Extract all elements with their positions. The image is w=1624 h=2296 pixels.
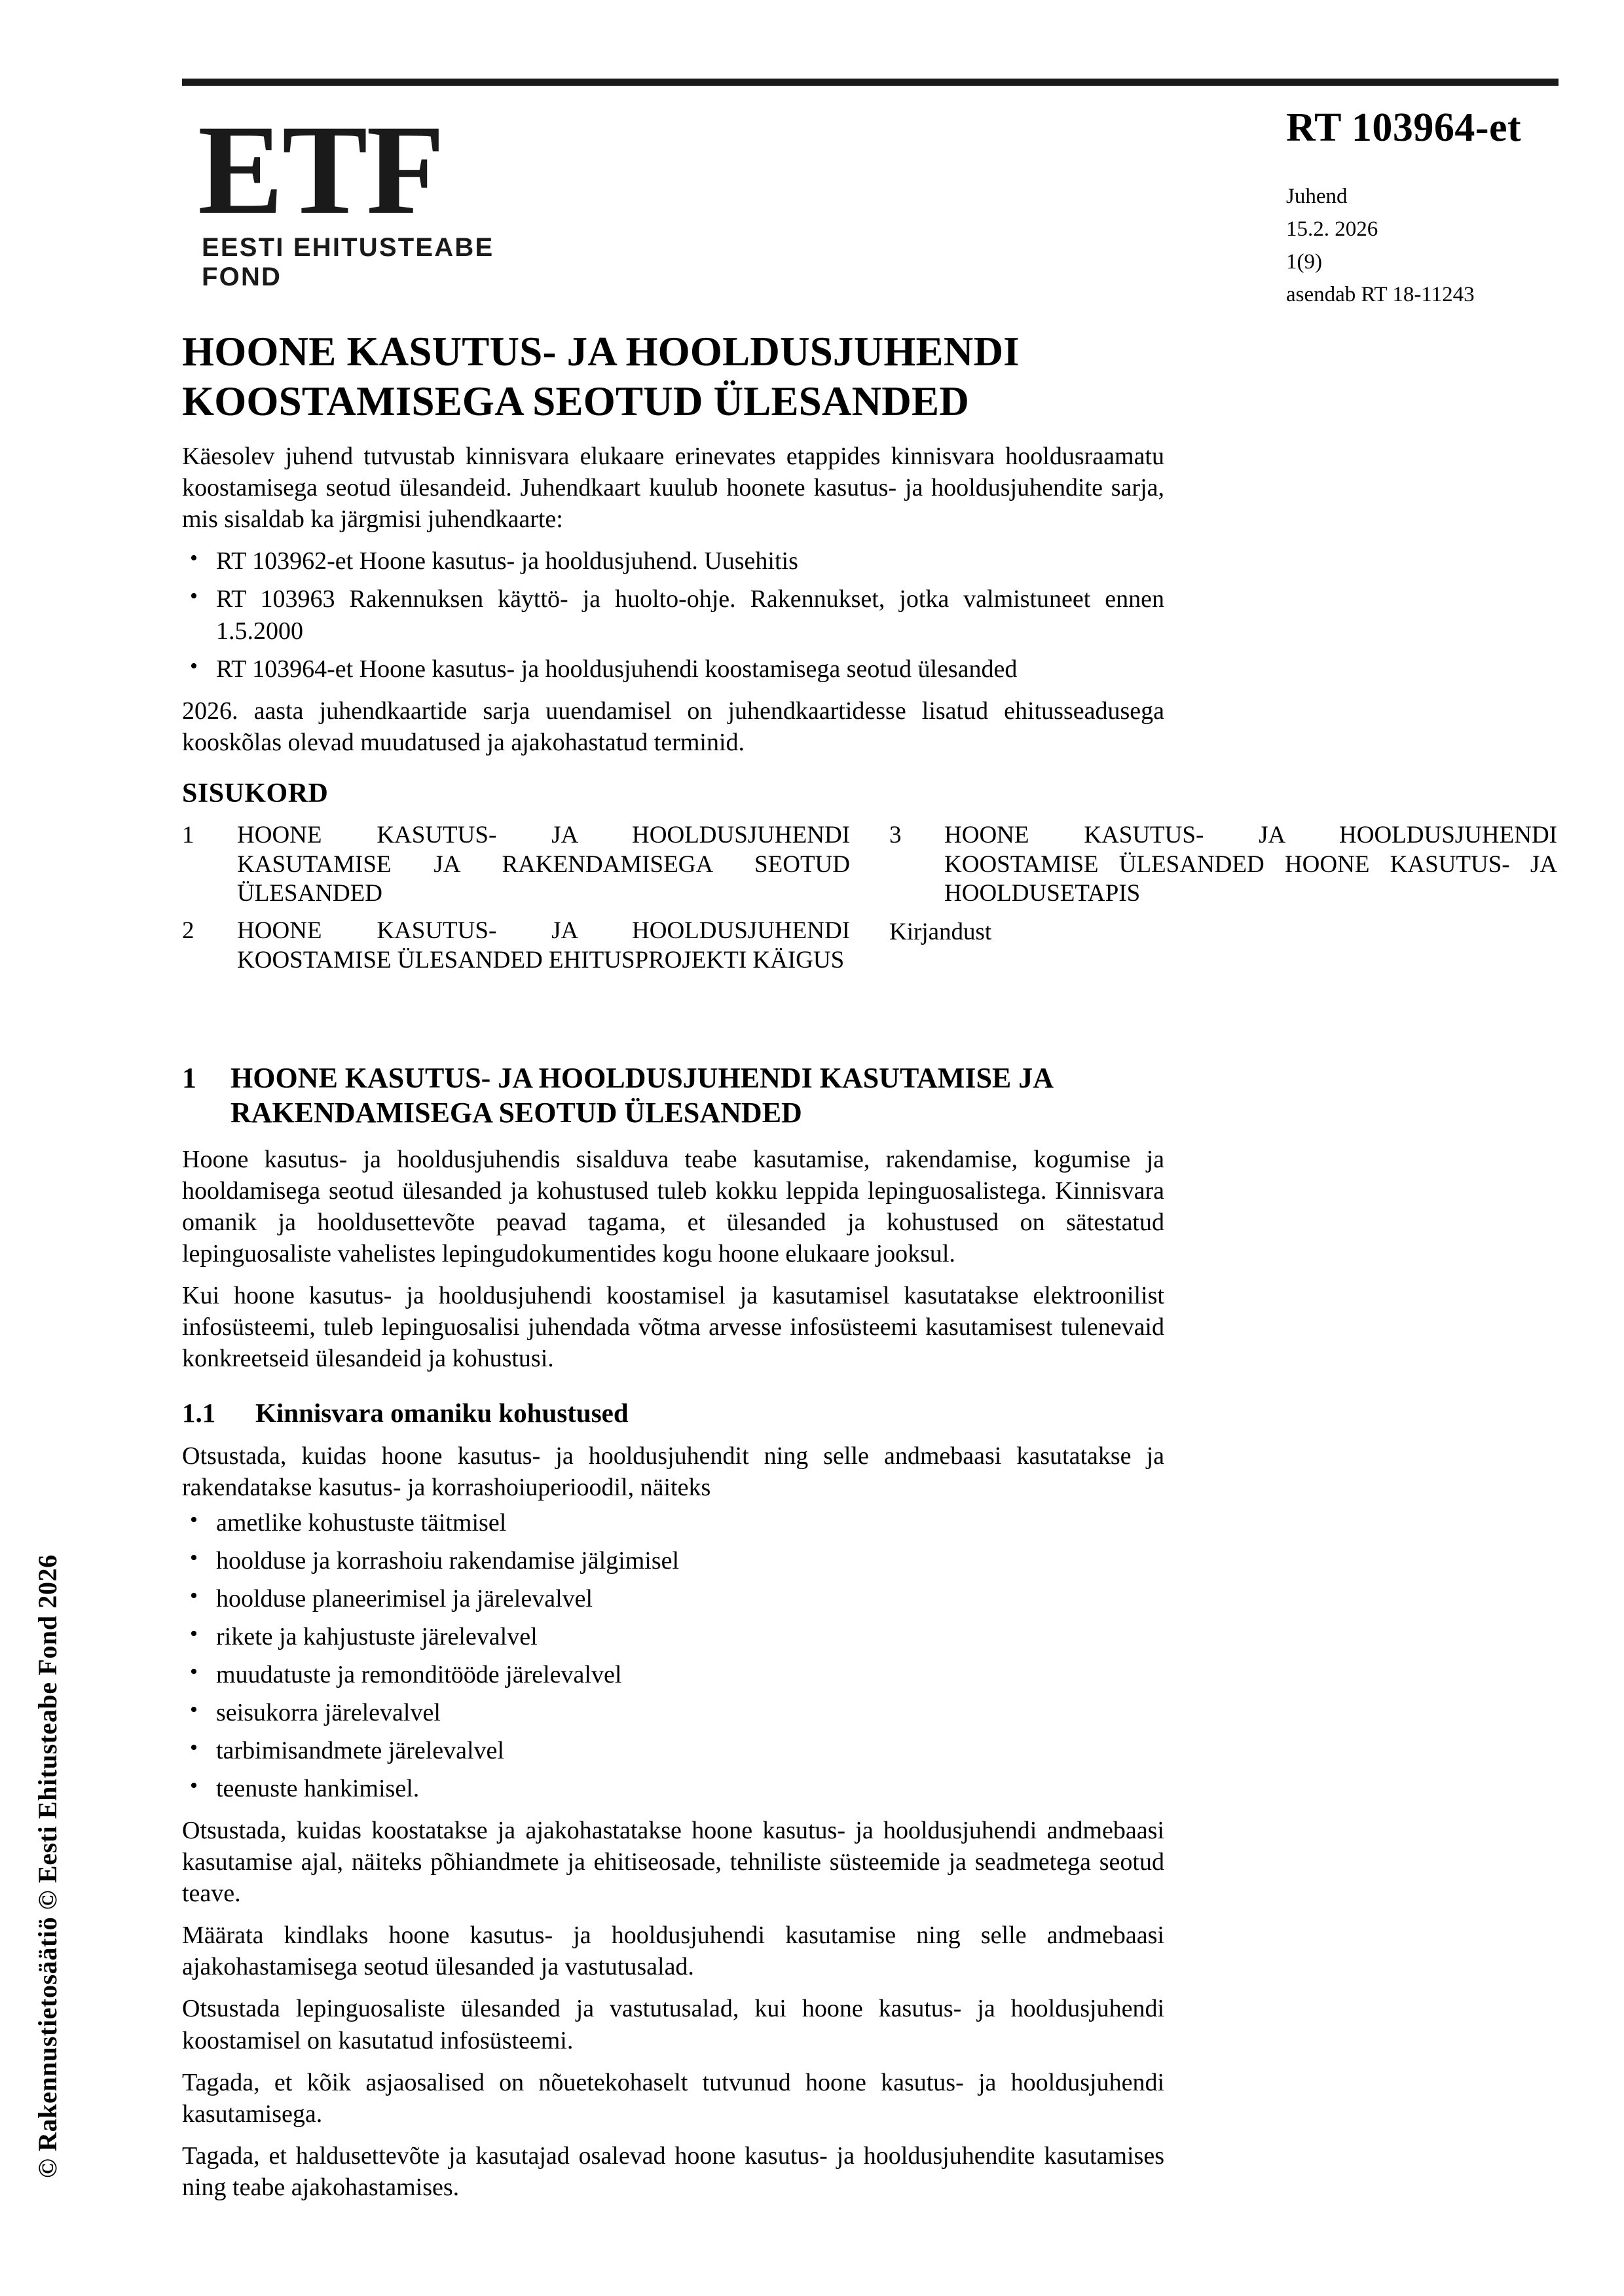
section-1-paragraph: Hoone kasutus- ja hooldusjuhendis sisalduva teabe kasutamise, rakendamise, kogumise ja hooldamisega seotud ülesanded ja kohustused tuleb kokku leppida lepinguosalistega. Kinnisvara omanik ja hooldusettevõte peavad tagama, et ülesanded ja kohustused on sätestatud lepinguosaliste vahelistes lepingudokumentides kogu hoone elukaare jooksul. (182, 1146, 1164, 1268)
toc-entry[interactable] (182, 917, 850, 975)
toc-entry-label: HOONE KASUTUS- JA HOOLDUSJUHENDI KOOSTAMISE ÜLESANDED EHITUSPROJEKTI KÄIGUS (237, 917, 850, 974)
section-title: HOONE KASUTUS- JA HOOLDUSJUHENDI KASUTAMISE JA RAKENDAMISEGA SEOTUD ÜLESANDED (231, 1061, 1052, 1129)
table-of-contents (182, 821, 1559, 1044)
intro-paragraph: Käesolev juhend tutvustab kinnisvara elukaare erinevates etappides kinnisvara hooldusraamatu koostamisega seotud ülesandeid. Juhendkaart kuulub hoonete kasutus- ja hooldusjuhendite sarja, mis sisaldab ka järgmisi juhendkaarte: (182, 443, 1164, 534)
page-title: HOONE KASUTUS- JA HOOLDUSJUHENDI KOOSTAMISEGA SEOTUD ÜLESANDED (182, 329, 1020, 424)
side-margin (0, 0, 151, 2296)
list-item: • hoolduse ja korrashoiu rakendamise jälgimisel (182, 1545, 1164, 1576)
toc-entry-label: HOONE KASUTUS- JA HOOLDUSJUHENDI KOOSTAMISE ÜLESANDED HOONE KASUTUS- JA HOOLDUSETAPIS (944, 821, 1557, 907)
toc-column-left (182, 821, 850, 983)
document-body (182, 327, 1557, 2214)
toc-heading: SISUKORD (182, 778, 329, 809)
owner-duties-list (182, 1507, 1164, 1805)
logo-wordmark: ETF (198, 99, 444, 241)
page-content (170, 0, 1559, 2296)
section-1-heading (182, 1061, 1164, 1131)
list-item: • seisukorra järelevalvel (182, 1697, 1164, 1728)
toc-entry[interactable] (889, 821, 1557, 909)
subsection-number: 1.1 (182, 1397, 216, 1428)
list-item: • hoolduse planeerimisel ja järelevalvel (182, 1583, 1164, 1614)
document-type: Juhend (1286, 185, 1348, 208)
document-code: RT 103964-et (1286, 105, 1522, 150)
subsection-paragraph: Tagada, et haldusettevõte ja kasutajad osalevad hoone kasutus- ja hooldusjuhendite kasutamises ning teabe ajakohastamises. (182, 2141, 1164, 2201)
subsection-paragraph: Otsustada, kuidas koostatakse ja ajakohastatakse hoone kasutus- ja hooldusjuhendi andmebaasi kasutamise ajal, näiteks põhiandmete ja ehitiseosade, tehniliste süsteemide ja seadmetega seotud teave. (182, 1817, 1164, 1908)
list-item: • teenuste hankimisel. (182, 1773, 1164, 1804)
section-number: 1 (182, 1061, 196, 1094)
list-item: • RT 103964-et Hoone kasutus- ja hooldusjuhendi koostamisega seotud ülesanded (182, 653, 1164, 685)
toc-entry[interactable] (182, 821, 850, 909)
list-item: • tarbimisandmete järelevalvel (182, 1735, 1164, 1766)
subsection-paragraph: Tagada, et kõik asjaosalised on nõuetekohaselt tutvunud hoone kasutus- ja hooldusjuhendi kasutamisega. (182, 2068, 1164, 2128)
replaces-note: asendab RT 18-11243 (1286, 283, 1475, 307)
list-item: • muudatuste ja remonditööde järelevalvel (182, 1659, 1164, 1690)
subsection-paragraph: Otsustada lepinguosaliste ülesanded ja vastutusalad, kui hoone kasutus- ja hooldusjuhendi koostamisel on kasutatud infosüsteemi. (182, 1995, 1164, 2054)
document-metadata (1120, 105, 1552, 312)
page-number: 1(9) (1286, 250, 1322, 274)
subsection-title: Kinnisvara omaniku kohustused (255, 1397, 629, 1428)
toc-entry-number: 3 (889, 821, 902, 848)
header-rule (182, 79, 1559, 86)
toc-entry-references[interactable]: Kirjandust (889, 919, 992, 946)
document-date: 15.2. 2026 (1286, 217, 1378, 242)
subsection-intro-paragraph: Otsustada, kuidas hoone kasutus- ja hooldusjuhendit ning selle andmebaasi kasutatakse ja rakendatakse kasutus- ja korrashoiuperioodil, näiteks (182, 1442, 1164, 1501)
subsection-paragraph: Määrata kindlaks hoone kasutus- ja hooldusjuhendi kasutamise ning selle andmebaasi ajakohastamisega seotud ülesanded ja vastutusalad. (182, 1922, 1164, 1981)
toc-entry-label: HOONE KASUTUS- JA HOOLDUSJUHENDI KASUTAMISE JA RAKENDAMISEGA SEOTUD ÜLESANDED (237, 821, 850, 907)
toc-entry-number: 2 (182, 917, 194, 945)
toc-entry-number: 1 (182, 821, 194, 848)
update-note-paragraph: 2026. aasta juhendkaartide sarja uuendamisel on juhendkaartidesse lisatud ehitusseadusega kooskõlas olevad muudatused ja ajakohastatud terminid. (182, 697, 1164, 756)
vertical-copyright-text: © Rakennustietosäätiö © Eesti Ehitusteabe Fond 2026 (33, 1554, 62, 2178)
list-item: • ametlike kohustuste täitmisel (182, 1507, 1164, 1539)
page-header (182, 99, 1559, 321)
logo-subtitle: EESTI EHITUSTEABE FOND (202, 233, 494, 292)
list-item: • rikete ja kahjustuste järelevalvel (182, 1621, 1164, 1652)
metadata-lines (1286, 180, 1552, 312)
section-1-paragraph: Kui hoone kasutus- ja hooldusjuhendi koostamisel ja kasutamisel kasutatakse elektroonilist infosüsteemi, tuleb lepinguosalisi juhendada võtma arvesse infosüsteemi kasutamisest tulenevaid konkreetseid ülesandeid ja kohustusi. (182, 1282, 1164, 1373)
subsection-1-1-heading (182, 1397, 1164, 1429)
list-item: • RT 103962-et Hoone kasutus- ja hooldusjuhend. Uusehitis (182, 545, 1164, 577)
etf-logo (198, 99, 564, 292)
toc-column-right (889, 821, 1557, 947)
related-cards-list (182, 545, 1164, 684)
list-item: • RT 103963 Rakennuksen käyttö- ja huolto-ohje. Rakennukset, jotka valmistuneet ennen 1.5.2000 (182, 583, 1164, 646)
